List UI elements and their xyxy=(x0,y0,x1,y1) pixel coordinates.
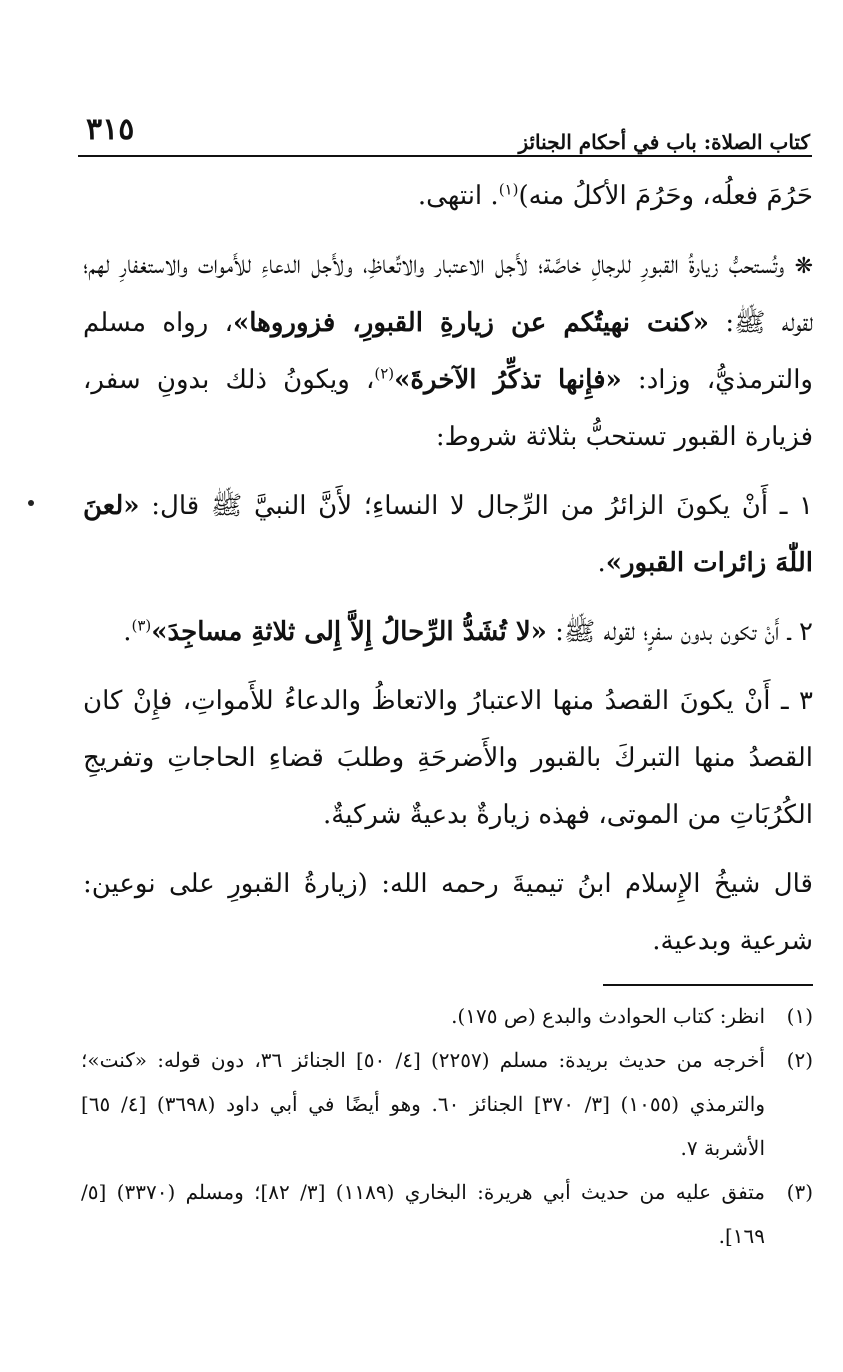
hadith-quote: «لعنَ اللّٰهَ زائرات القبور» xyxy=(83,491,813,578)
header-rule xyxy=(78,155,812,157)
footnote-ref-3: (٣) xyxy=(131,616,152,635)
condition-2: ٢ ـ أَنْ تكون بدون سفرٍ؛ لقوله ﷺ: «لا تُشَدُّ الرِّحالُ إِلاَّ إِلى ثلاثةِ مساجِدَ»$^{(٣)}$. xyxy=(123,616,813,647)
footnote-number: (٣) xyxy=(786,1180,813,1204)
footnote-ref-2: (٢) xyxy=(374,364,395,383)
hadith-quote: «لا تُشَدُّ الرِّحالُ إِلاَّ إِلى ثلاثةِ مساجِدَ» xyxy=(151,617,547,647)
asterisk-ornament: ❋ xyxy=(794,254,813,279)
footnote xyxy=(81,994,813,1038)
hadith-quote: «كنت نهيتُكم عن زيارةِ القبورِ، فزوروها» xyxy=(232,308,710,338)
condition-3: ٣ ـ أَنْ يكونَ القصدُ منها الاعتبارُ والاتعاظُ والدعاءُ للأَمواتِ، فإِنْ كان القصدُ منها التبركَ بالقبور والأَضرحَةِ وطلبَ قضاءِ الحاجاتِ وتفريجِ الكُرُبَاتِ من الموتى، فهذه زيارةٌ بدعيةٌ شركيةٌ. xyxy=(83,686,813,830)
page-header xyxy=(80,112,810,156)
footnote-text: متفق عليه من حديث أبي هريرة: البخاري (١١٨٩) [٣/ ٨٢]؛ ومسلم (٣٣٧٠) [٥/ ١٦٩]. xyxy=(81,1180,766,1248)
footnote-number: (٢) xyxy=(786,1048,813,1072)
hadith-quote: «فإِنها تذكِّرُ الآخرةَ» xyxy=(394,365,622,395)
footnote-number: (١) xyxy=(786,1004,813,1028)
footnote-text: انظر: كتاب الحوادث والبدع (ص ١٧٥). xyxy=(451,1004,765,1028)
footnote-text: أخرجه من حديث بريدة: مسلم (٢٢٥٧) [٤/ ٥٠] الجنائز ٣٦، دون قوله: «كنت»؛ والترمذي (١٠٥٥) [٣/ ٣٧٠] الجنائز ٦٠. وهو أيضًا في أبي داود (٣٦٩٨) [٤/ ٦٥] الأشربة ٧. xyxy=(81,1048,765,1160)
footnote-ref-1: (١) xyxy=(498,180,519,199)
footnote-rule xyxy=(603,984,813,986)
footnotes xyxy=(81,994,813,1258)
running-head: كتاب الصلاة: باب في أحكام الجنائز xyxy=(518,130,810,154)
footnote xyxy=(81,1170,813,1258)
condition-1: ١ ـ أَنْ يكونَ الزائرُ من الرِّجال لا النساءِ؛ لأَنَّ النبيَّ ﷺ قال: «لعنَ اللّٰهَ زائرات القبور». xyxy=(83,491,813,578)
paragraph-continuation: حَرُمَ فعلُه، وحَرُمَ الأكلُ منه)$^{(١)}$. انتهى. xyxy=(417,180,813,211)
print-speck xyxy=(28,500,34,506)
page-number: ٣١٥ xyxy=(86,112,135,147)
paragraph-ibn-taymiyyah: قال شيخُ الإِسلام ابنُ تيميةَ رحمه الله: (زيارةُ القبورِ على نوعين: شرعية وبدعية. xyxy=(83,869,813,956)
main-text xyxy=(83,168,813,976)
paragraph-visiting-graves: ❋ وتُستحبُّ زيارةُ القبورِ للرجالِ خاصَّة؛ لأَجل الاعتبار والاتِّعاظِ، ولأَجل الدعاءِ للأَموات والاستغفارِ لهم؛ لقوله ﷺ: «كنت نهيتُكم عن زيارةِ القبورِ، فزوروها»، رواه مسلم والترمذيُّ، وزاد: «فإِنها تذكِّرُ الآخرةَ»$^{(٢)}$، ويكونُ ذلك بدونِ سفر، فزيارة القبور تستحبُّ بثلاثة شروط: xyxy=(83,250,813,452)
footnote xyxy=(81,1038,813,1170)
